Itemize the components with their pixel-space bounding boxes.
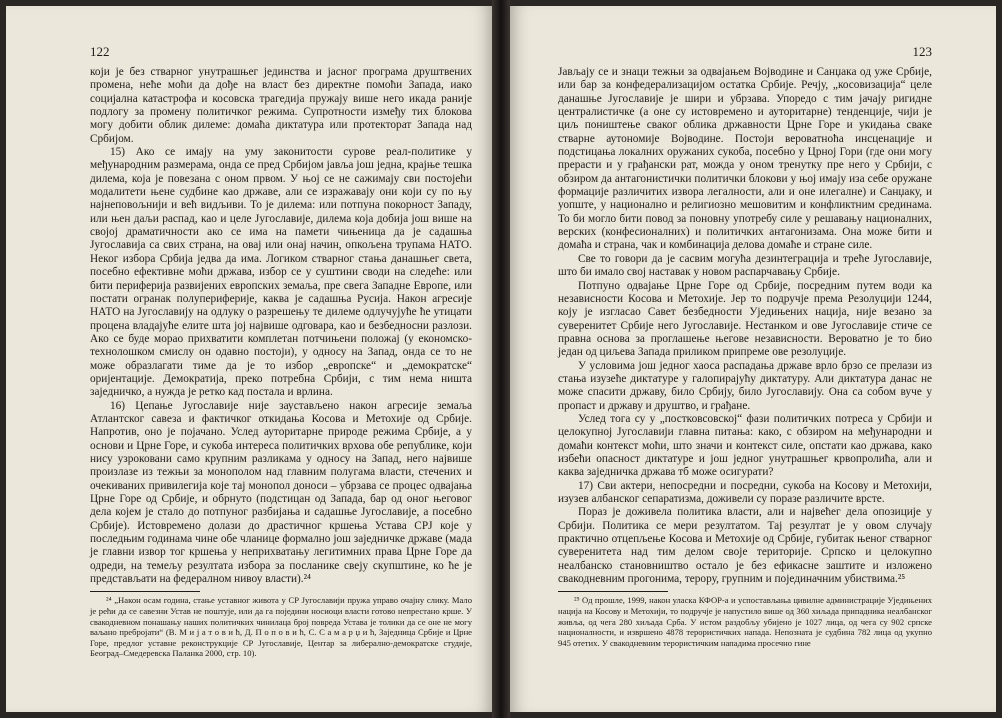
page-number-right: 123 xyxy=(912,44,932,59)
right-paragraph-7: Пораз је доживела политика власти, али и највећег дела опозиције у Србији. Политика се мери резултатом. Тај резултат је у овом случају практично отцепљење Косова и Метохије од Србије, губитак њеног стварног суверенитета над тим делом своје територије. Српско и целокупно неалбанско становништво остало је без ефикасне заштите и изложено свакодневним прогонима, терору, групним и појединачним убиствима.²⁵ xyxy=(558,506,932,586)
footnote-24: ²⁴ „Након осам година, стање уставног живота у СР Југославији пружа управо очајну слику. Мало је рећи да се савезни Устав не поштује, или да га поједини носиоци власти готово непрестано крше. У свакодневном понашању наших политичких чинилаца број повреда Устава је толики да се оне не могу ваљано пребројати“ (В. М и ј а т о в и ћ, Д. П о п о в и ћ, С. С а м а р џ и ћ, Заједница Србије и Црне Горе, предлог уставне реконструкције СР Југославије, Центар за либерално-демократске студије, Београд–Смедеревска Паланка 2000, стр. 10). xyxy=(90,595,472,659)
page-number-left: 122 xyxy=(90,44,110,59)
right-paragraph-2: Све то говори да је сасвим могућа дезинтеграција и треће Југославије, што би имало свој наставак у новом распарчавању Србије. xyxy=(558,252,932,279)
right-paragraph-3: Потпуно одвајање Црне Горе од Србије, посредним путем води ка независности Косова и Метохије. Јер то подручје према Резолуцији 1244, коју је изгласао Савет безбедности Уједињених нација, није везано за суверенитет Србије него Југославије. Нестанком и ове Југославије стиче се правна основа за проглашење његове независности. Вероватно је то био један од циљева Запада приликом припреме ове резолуције. xyxy=(558,279,932,359)
footnote-rule xyxy=(90,591,200,592)
footnote-rule xyxy=(558,591,668,592)
footnote-25: ²⁵ Од прошле, 1999, након уласка КФОР-а и успостављања цивилне администрације Уједињених нација на Косову и Метохији, то подручје је напустило више од 360 хиљада припадника неалбанског живља, од чега 280 хиљада Срба. У истом раздобљу убијено је 1027 лица, од чега су 902 српске националности, и извршено 4878 терористичких напада. Непозната је судбина 782 лица од укупно 945 отетих. У свакодневним терористичким нападима просечно гине xyxy=(558,595,932,648)
left-paragraph-1: који је без стварног унутрашњег јединства и јасног програма друштвених промена, неће моћи да дође на власт без директне помоћи Запада, иако социјална катастрофа и косовска трагедија пружају више него икада раније подлогу за промену политичког режима. Супротности између тих блокова могу добити облик дилеме: домаћа диктатура или протекторат Запада над Србијом. xyxy=(90,66,472,145)
book-gutter xyxy=(492,0,510,718)
right-paragraph-5: Услед тога су у „постковсовској“ фази политичких потреса у Србији и целокупној Југославији главна питања: како, с обзиром на међународни и домаћи контекст моћи, што значи и контекст силе, опстати као држава, како избећи опасност диктатуре и још једног унутрашњег крвопролића, али и каква заједничка држава тб може осигурати? xyxy=(558,412,932,479)
left-paragraph-3: 16) Цепање Југославије није заустављено након агресије земаља Атлантског савеза и фактичког откидања Косова и Метохије од Србије. Напротив, оно је појачано. Услед ауторитарне природе режима Србије, а у основи и Црне Горе, и сукоба интереса политичких врхова обе републике, који нису узроковани само крупним разликама у односу на Запад, него највише произлазе из тежњи за монополом над главним полугама власти, стечених и очекиваних привилегија које тај монопол доноси – убрзава се процес одвајања Црне Горе од Србије, и обрнуто (подстицан од Запада, бар од оног његовог дела којем је стало до потпуног разбијања и садашње Југославије, а посебно Србије). Истовремено долази до драстичног кршења Устава СРЈ које у последњим годинама чине обе чланице формално још заједничке државе (мада је главни извор тог кршења у неприхватању легитимних права Црне Горе да одреди, на темељу резултата избора за посланике свеју скупштине, ко ће је представљати на федералном нивоу власти).²⁴ xyxy=(90,399,472,586)
left-page xyxy=(6,6,492,712)
left-paragraph-2: 15) Ако се имају на уму законитости сурове реал-политике у међународним размерама, онда се пред Србијом јавља још једна, крајње тешка дилема, која је повезана с оном првом. У њој се не сажимају сви постојећи модалитети њене судбине као државе, али се изражавају они који су по њу најнеповољнији и већ видљиви. То је дилема: или потпуна покорност Западу, или њен даљи распад, као и целе Југославије, дилема која добија још више на својој драматичности ако се има на памети чињеница да је садашња Југославија са свих страна, на овај или онај начин, опкољена трупама НАТО. Неког избора Србија једва да има. Логиком стварног стања данашњег света, посебно ефективне моћи држава, избор се у суштини своди на следеће: или бити периферија развијених европских земаља, пре свега Западне Европе, или постати огранак полупериферије, каква је садашња Русија. Након агресије НАТО на Југославију на одлуку о разрешењу те дилеме одлучујуће ће утицати процена владајуће елите шта јој највише одговара, као и безбедносни разлози. Ако се буде морао прихватити комплетан потчињени положај (у економско-технолошком смислу он одавно постоји), у односу на Запад, онда се то не може образлагати тиме да је то избор „европске“ и „демократске“ оријентације. Демократија, преко потребна Србији, с тим нема ништа заједничко, а нужда је ретко кад постала и врлина. xyxy=(90,146,472,399)
right-page xyxy=(510,6,996,712)
left-body-text xyxy=(90,66,472,586)
right-paragraph-1: Јављају се и знаци тежњи за одвајањем Војводине и Санџака од уже Србије, или бар за конфедерализацијом остатка Србије. Речју, „косовизација“ целе данашње Југославије је шири и убрзава. Упоредо с тим јачају ригидне централистичке (а оне су истовремено и ауторитарне) тенденције, чији је циљ поништење сваког облика државности Црне Горе и укидања сваке стварне аутономије Војводине. Постоји вероватноћа инсценације и подстицања локалних оружаних сукоба, посебно у Црној Гори (где они могу прерасти и у грађански рат, можда у оном тренутку пре него у Србији, с обзиром да антагонистички политички блокови у њој имају иза себе оружане формације различитих извора легалности, али и оне илегалне) и Санџаку, и уопште, у национално и религиозно мешовитим и конфликтним срединама. То би могло бити повод за поновну употребу силе у решавању националних, верских (конфесионалних) и политичких антагонизама. Она може бити и домаћа и страна, чак и комбинација делова домаће и стране силе. xyxy=(558,66,932,252)
left-footnotes xyxy=(90,591,472,659)
right-footnotes xyxy=(558,591,932,648)
right-body-text xyxy=(558,66,932,586)
right-paragraph-6: 17) Сви актери, непосредни и посредни, сукоба на Косову и Метохији, изузев албанског сепаратизма, доживели су поразе различите врсте. xyxy=(558,479,932,505)
right-paragraph-4: У условима још једног хаоса распадања државе врло брзо се прелази из стања изузеће диктатуре у галопирајућу диктатуру. Али диктатура данас не може спасити државу, било Србију, било Југославију. Она са собом вуче у пропаст и државу и друштво, и грађане. xyxy=(558,359,932,412)
